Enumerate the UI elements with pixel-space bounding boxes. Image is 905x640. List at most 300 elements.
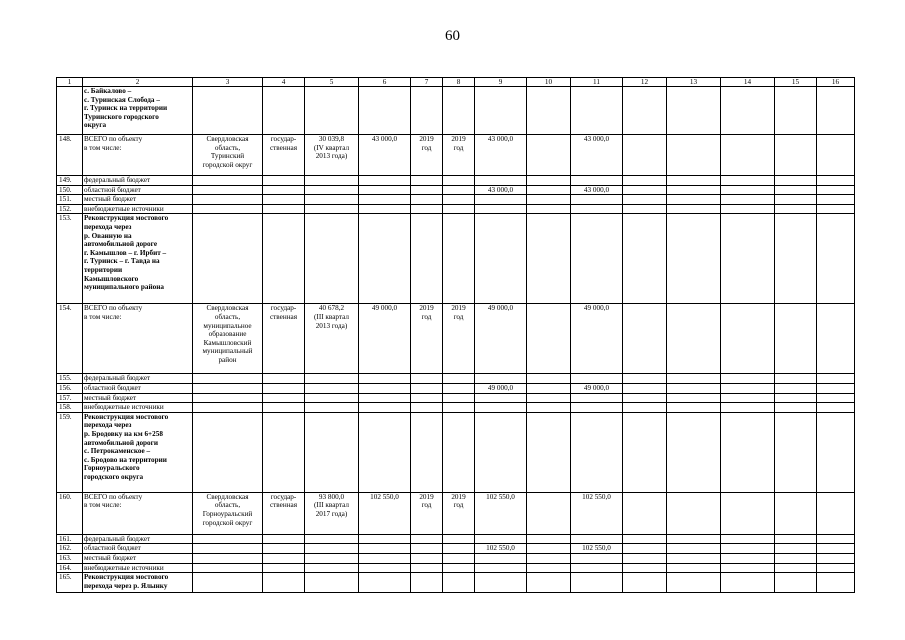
cell-c16 <box>817 492 855 534</box>
cell-c7 <box>411 383 443 393</box>
cell-c12 <box>623 374 667 384</box>
row-number: 154. <box>57 304 83 374</box>
cell-c16 <box>817 176 855 186</box>
cell-c13 <box>667 563 721 573</box>
cell-c4 <box>263 563 305 573</box>
cell-c4: государ- ственная <box>263 135 305 176</box>
row-number: 158. <box>57 403 83 413</box>
cell-c5 <box>305 403 359 413</box>
row-name: ВСЕГО по объекту в том числе: <box>83 492 193 534</box>
cell-c3 <box>193 534 263 544</box>
cell-c13 <box>667 87 721 135</box>
cell-c8 <box>443 573 475 593</box>
cell-c7 <box>411 553 443 563</box>
cell-c9: 49 000,0 <box>475 383 527 393</box>
cell-c9: 43 000,0 <box>475 185 527 195</box>
cell-c13 <box>667 304 721 374</box>
cell-c4 <box>263 534 305 544</box>
cell-c8: 2019 год <box>443 492 475 534</box>
cell-c14 <box>721 383 775 393</box>
cell-c10 <box>527 544 571 554</box>
column-header-13: 13 <box>667 78 721 87</box>
cell-c9 <box>475 573 527 593</box>
cell-c6 <box>359 412 411 492</box>
cell-c4 <box>263 204 305 214</box>
row-number: 165. <box>57 573 83 593</box>
cell-c15 <box>775 573 817 593</box>
cell-c3: Свердловская область, Туринский городской округ <box>193 135 263 176</box>
cell-c4 <box>263 87 305 135</box>
cell-c8: 2019 год <box>443 304 475 374</box>
cell-c5 <box>305 383 359 393</box>
cell-c9 <box>475 214 527 304</box>
row-number: 151. <box>57 195 83 205</box>
cell-c15 <box>775 412 817 492</box>
cell-c16 <box>817 544 855 554</box>
cell-c7 <box>411 374 443 384</box>
table-row <box>57 374 855 384</box>
cell-c3 <box>193 185 263 195</box>
cell-c3 <box>193 176 263 186</box>
table-row <box>57 135 855 176</box>
cell-c8: 2019 год <box>443 135 475 176</box>
cell-c9: 43 000,0 <box>475 135 527 176</box>
program-table <box>56 77 855 593</box>
table-row <box>57 195 855 205</box>
row-number: 148. <box>57 135 83 176</box>
column-header-15: 15 <box>775 78 817 87</box>
cell-c13 <box>667 412 721 492</box>
cell-c8 <box>443 195 475 205</box>
cell-c8 <box>443 185 475 195</box>
cell-c8 <box>443 176 475 186</box>
cell-c15 <box>775 185 817 195</box>
cell-c16 <box>817 403 855 413</box>
cell-c10 <box>527 393 571 403</box>
cell-c15 <box>775 204 817 214</box>
row-name: областной бюджет <box>83 544 193 554</box>
row-number: 152. <box>57 204 83 214</box>
cell-c5 <box>305 214 359 304</box>
column-header-16: 16 <box>817 78 855 87</box>
cell-c5: 40 678,2 (III квартал 2013 года) <box>305 304 359 374</box>
cell-c16 <box>817 87 855 135</box>
cell-c10 <box>527 176 571 186</box>
cell-c10 <box>527 534 571 544</box>
cell-c6 <box>359 553 411 563</box>
cell-c11 <box>571 573 623 593</box>
row-number: 156. <box>57 383 83 393</box>
cell-c4 <box>263 214 305 304</box>
cell-c9 <box>475 563 527 573</box>
cell-c14 <box>721 573 775 593</box>
row-name: федеральный бюджет <box>83 534 193 544</box>
cell-c14 <box>721 553 775 563</box>
row-number: 149. <box>57 176 83 186</box>
cell-c8 <box>443 534 475 544</box>
cell-c7 <box>411 403 443 413</box>
cell-c7: 2019 год <box>411 492 443 534</box>
row-name: Реконструкция мостового перехода через р. Ованную на автомобильной дороге г. Камышлов – г. Ирбит – г. Туринск – г. Тавда на территории Камышловского муниципального района <box>83 214 193 304</box>
cell-c15 <box>775 176 817 186</box>
cell-c14 <box>721 563 775 573</box>
cell-c8 <box>443 214 475 304</box>
cell-c12 <box>623 185 667 195</box>
cell-c13 <box>667 176 721 186</box>
cell-c4 <box>263 573 305 593</box>
row-name: внебюджетные источники <box>83 403 193 413</box>
cell-c15 <box>775 135 817 176</box>
cell-c7 <box>411 412 443 492</box>
cell-c10 <box>527 573 571 593</box>
cell-c11 <box>571 553 623 563</box>
cell-c6 <box>359 383 411 393</box>
cell-c9 <box>475 374 527 384</box>
cell-c4 <box>263 553 305 563</box>
cell-c14 <box>721 492 775 534</box>
cell-c11 <box>571 403 623 413</box>
cell-c10 <box>527 563 571 573</box>
cell-c14 <box>721 374 775 384</box>
cell-c5 <box>305 553 359 563</box>
table-row <box>57 87 855 135</box>
cell-c13 <box>667 553 721 563</box>
cell-c8 <box>443 412 475 492</box>
table-row <box>57 185 855 195</box>
cell-c15 <box>775 403 817 413</box>
cell-c15 <box>775 492 817 534</box>
cell-c9 <box>475 403 527 413</box>
cell-c6 <box>359 214 411 304</box>
cell-c4: государ- ственная <box>263 492 305 534</box>
cell-c13 <box>667 135 721 176</box>
cell-c6 <box>359 393 411 403</box>
cell-c4 <box>263 412 305 492</box>
column-header-9: 9 <box>475 78 527 87</box>
column-header-7: 7 <box>411 78 443 87</box>
table-row <box>57 492 855 534</box>
cell-c9: 49 000,0 <box>475 304 527 374</box>
cell-c16 <box>817 195 855 205</box>
cell-c13 <box>667 534 721 544</box>
cell-c12 <box>623 403 667 413</box>
column-header-11: 11 <box>571 78 623 87</box>
cell-c8 <box>443 544 475 554</box>
cell-c13 <box>667 214 721 304</box>
cell-c9 <box>475 204 527 214</box>
table-row <box>57 534 855 544</box>
row-name: ВСЕГО по объекту в том числе: <box>83 135 193 176</box>
cell-c11: 49 000,0 <box>571 304 623 374</box>
cell-c6 <box>359 544 411 554</box>
cell-c15 <box>775 214 817 304</box>
cell-c4 <box>263 185 305 195</box>
cell-c10 <box>527 383 571 393</box>
cell-c5 <box>305 195 359 205</box>
column-header-6: 6 <box>359 78 411 87</box>
cell-c7 <box>411 573 443 593</box>
cell-c7: 2019 год <box>411 304 443 374</box>
cell-c4 <box>263 393 305 403</box>
cell-c6 <box>359 374 411 384</box>
cell-c14 <box>721 176 775 186</box>
cell-c9: 102 550,0 <box>475 492 527 534</box>
cell-c6: 102 550,0 <box>359 492 411 534</box>
cell-c10 <box>527 185 571 195</box>
cell-c10 <box>527 374 571 384</box>
row-number: 162. <box>57 544 83 554</box>
cell-c6 <box>359 185 411 195</box>
cell-c4 <box>263 544 305 554</box>
cell-c12 <box>623 553 667 563</box>
cell-c13 <box>667 492 721 534</box>
column-header-10: 10 <box>527 78 571 87</box>
cell-c3 <box>193 544 263 554</box>
cell-c10 <box>527 403 571 413</box>
cell-c3 <box>193 214 263 304</box>
cell-c16 <box>817 214 855 304</box>
cell-c5 <box>305 573 359 593</box>
cell-c16 <box>817 563 855 573</box>
cell-c12 <box>623 393 667 403</box>
cell-c11 <box>571 176 623 186</box>
cell-c7 <box>411 393 443 403</box>
cell-c5: 30 039,8 (IV квартал 2013 года) <box>305 135 359 176</box>
cell-c5 <box>305 185 359 195</box>
cell-c6 <box>359 204 411 214</box>
cell-c13 <box>667 573 721 593</box>
cell-c12 <box>623 214 667 304</box>
cell-c3 <box>193 403 263 413</box>
table-row <box>57 204 855 214</box>
cell-c5 <box>305 176 359 186</box>
cell-c12 <box>623 573 667 593</box>
row-name: Реконструкция мостового перехода через р. Бродовку на км 6+258 автомобильной дороги с. Петрокаменское – с. Бродово на территории Горноуральского городского округа <box>83 412 193 492</box>
cell-c16 <box>817 383 855 393</box>
cell-c11 <box>571 87 623 135</box>
cell-c8 <box>443 553 475 563</box>
cell-c4: государ- ственная <box>263 304 305 374</box>
cell-c9 <box>475 195 527 205</box>
cell-c15 <box>775 563 817 573</box>
cell-c8 <box>443 374 475 384</box>
cell-c8 <box>443 563 475 573</box>
row-name: федеральный бюджет <box>83 374 193 384</box>
cell-c7: 2019 год <box>411 135 443 176</box>
column-header-4: 4 <box>263 78 305 87</box>
cell-c7 <box>411 185 443 195</box>
cell-c14 <box>721 393 775 403</box>
cell-c5 <box>305 563 359 573</box>
cell-c10 <box>527 492 571 534</box>
cell-c3 <box>193 563 263 573</box>
cell-c16 <box>817 135 855 176</box>
cell-c16 <box>817 185 855 195</box>
cell-c11 <box>571 412 623 492</box>
cell-c9 <box>475 534 527 544</box>
cell-c7 <box>411 176 443 186</box>
cell-c15 <box>775 534 817 544</box>
cell-c14 <box>721 87 775 135</box>
cell-c5 <box>305 544 359 554</box>
cell-c14 <box>721 544 775 554</box>
table-row <box>57 304 855 374</box>
cell-c15 <box>775 304 817 374</box>
cell-c14 <box>721 403 775 413</box>
row-number: 161. <box>57 534 83 544</box>
table-row <box>57 544 855 554</box>
row-number: 160. <box>57 492 83 534</box>
row-number: 159. <box>57 412 83 492</box>
cell-c11: 102 550,0 <box>571 492 623 534</box>
cell-c10 <box>527 135 571 176</box>
cell-c3 <box>193 393 263 403</box>
cell-c8 <box>443 87 475 135</box>
table-row <box>57 553 855 563</box>
row-number: 155. <box>57 374 83 384</box>
cell-c11 <box>571 534 623 544</box>
row-name: федеральный бюджет <box>83 176 193 186</box>
row-name: внебюджетные источники <box>83 204 193 214</box>
cell-c11: 43 000,0 <box>571 135 623 176</box>
cell-c4 <box>263 176 305 186</box>
cell-c12 <box>623 563 667 573</box>
cell-c3 <box>193 573 263 593</box>
row-name: местный бюджет <box>83 553 193 563</box>
cell-c4 <box>263 383 305 393</box>
cell-c4 <box>263 195 305 205</box>
cell-c10 <box>527 412 571 492</box>
cell-c9 <box>475 412 527 492</box>
table-row <box>57 176 855 186</box>
cell-c11: 49 000,0 <box>571 383 623 393</box>
cell-c12 <box>623 534 667 544</box>
cell-c12 <box>623 492 667 534</box>
cell-c13 <box>667 544 721 554</box>
cell-c12 <box>623 87 667 135</box>
cell-c12 <box>623 195 667 205</box>
cell-c4 <box>263 374 305 384</box>
column-header-1: 1 <box>57 78 83 87</box>
cell-c9 <box>475 87 527 135</box>
row-number: 163. <box>57 553 83 563</box>
cell-c7 <box>411 195 443 205</box>
cell-c11 <box>571 214 623 304</box>
cell-c13 <box>667 195 721 205</box>
cell-c13 <box>667 393 721 403</box>
cell-c16 <box>817 412 855 492</box>
cell-c5 <box>305 87 359 135</box>
column-header-8: 8 <box>443 78 475 87</box>
column-header-5: 5 <box>305 78 359 87</box>
header-row <box>57 78 855 87</box>
row-name: областной бюджет <box>83 185 193 195</box>
cell-c13 <box>667 374 721 384</box>
cell-c8 <box>443 393 475 403</box>
row-number: 153. <box>57 214 83 304</box>
cell-c14 <box>721 304 775 374</box>
cell-c16 <box>817 553 855 563</box>
cell-c6: 43 000,0 <box>359 135 411 176</box>
row-name: областной бюджет <box>83 383 193 393</box>
row-number: 150. <box>57 185 83 195</box>
cell-c10 <box>527 87 571 135</box>
cell-c11 <box>571 393 623 403</box>
table-row <box>57 393 855 403</box>
cell-c6 <box>359 403 411 413</box>
page-number: 60 <box>445 28 460 44</box>
cell-c12 <box>623 304 667 374</box>
table-row <box>57 403 855 413</box>
cell-c9: 102 550,0 <box>475 544 527 554</box>
cell-c12 <box>623 412 667 492</box>
cell-c12 <box>623 176 667 186</box>
table-row <box>57 383 855 393</box>
row-number: 164. <box>57 563 83 573</box>
cell-c6 <box>359 534 411 544</box>
cell-c3 <box>193 204 263 214</box>
cell-c5 <box>305 534 359 544</box>
cell-c7 <box>411 534 443 544</box>
cell-c16 <box>817 534 855 544</box>
cell-c3 <box>193 553 263 563</box>
cell-c10 <box>527 204 571 214</box>
cell-c11: 43 000,0 <box>571 185 623 195</box>
cell-c11: 102 550,0 <box>571 544 623 554</box>
cell-c7 <box>411 544 443 554</box>
cell-c9 <box>475 393 527 403</box>
table-row <box>57 412 855 492</box>
cell-c14 <box>721 135 775 176</box>
row-name: местный бюджет <box>83 393 193 403</box>
cell-c3 <box>193 374 263 384</box>
column-header-2: 2 <box>83 78 193 87</box>
cell-c10 <box>527 195 571 205</box>
cell-c13 <box>667 403 721 413</box>
cell-c15 <box>775 393 817 403</box>
table-row <box>57 563 855 573</box>
cell-c7 <box>411 204 443 214</box>
cell-c14 <box>721 204 775 214</box>
cell-c15 <box>775 195 817 205</box>
cell-c11 <box>571 374 623 384</box>
cell-c3 <box>193 412 263 492</box>
cell-c14 <box>721 214 775 304</box>
cell-c11 <box>571 204 623 214</box>
cell-c16 <box>817 204 855 214</box>
row-number: 157. <box>57 393 83 403</box>
cell-c6 <box>359 573 411 593</box>
cell-c15 <box>775 374 817 384</box>
cell-c9 <box>475 553 527 563</box>
cell-c13 <box>667 185 721 195</box>
cell-c4 <box>263 403 305 413</box>
cell-c6: 49 000,0 <box>359 304 411 374</box>
row-name: Реконструкция мостового перехода через р. Ялынку <box>83 573 193 593</box>
cell-c5 <box>305 204 359 214</box>
cell-c8 <box>443 204 475 214</box>
cell-c12 <box>623 544 667 554</box>
cell-c14 <box>721 185 775 195</box>
cell-c5 <box>305 374 359 384</box>
row-name: внебюджетные источники <box>83 563 193 573</box>
cell-c5 <box>305 393 359 403</box>
cell-c5 <box>305 412 359 492</box>
cell-c15 <box>775 383 817 393</box>
cell-c14 <box>721 534 775 544</box>
cell-c16 <box>817 573 855 593</box>
cell-c14 <box>721 195 775 205</box>
